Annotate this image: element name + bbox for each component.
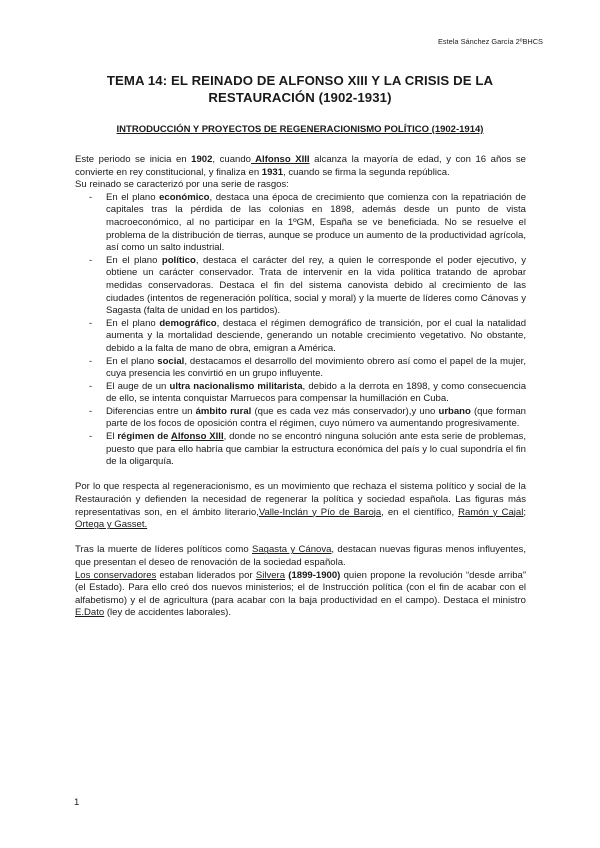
- list-item-social: - En el plano social, destacamos el desarrollo del movimiento obrero así como el papel de la mujer, cuya presencia les convirtió en un grupo influyente.: [75, 356, 526, 381]
- list-item-regimen: - El régimen de Alfonso XIII, donde no se encontró ninguna solución ante esta serie de problemas, puesto que para ello habría que cambiar la estructura económica del país y lo cual supondría el fin de la oligarquía.: [75, 431, 526, 469]
- document-body: [75, 154, 526, 620]
- intro-paragraph: Este periodo se inicia en 1902, cuando Alfonso XIII alcanza la mayoría de edad, y con 16 años se convierte en rey constitucional, y finaliza en 1931, cuando se firma la segunda república.: [75, 154, 526, 178]
- lideres-paragraph: Tras la muerte de líderes políticos como Sagasta y Cánova, destacan nuevas figuras menos influyentes, que presentan el deseo de renovación de la sociedad española.: [75, 544, 526, 568]
- conservadores-paragraph: Los conservadores estaban liderados por Silvera (1899-1900) quien propone la revolución “desde arriba” (el Estado). Para ello creó dos nuevos ministerios; el de Instrucción política (con el fin de acabar con el alfabetismo) y el de agricultura (para acabar con la baja productividad en el campo). Destaca el ministro E.Dato (ley de accidentes laborales).: [75, 569, 526, 619]
- list-item-politico: - En el plano político, destaca el carácter del rey, a quien le corresponde el poder ejecutivo, y obtiene un carácter conservador. Trata de intervenir en la vida política tratando de aprobar medidas conservadoras. Destaca el fin del sistema canovista debido al crecimiento de las ciudades (intentos de regeneración política, social y moral) y la muerte de líderes como Cánovas y Sagasta (falta de unidad en los partidos).: [75, 255, 526, 318]
- list-item-economico: - En el plano económico, destaca una época de crecimiento que comienza con la repatriación de capitales tras la pérdida de las colonias en 1898, además desde un punto de vista macroeconómico, al no participar en la 1ºGM, España se ve beneficiada. No se resuelve el problema de la distribución de tierras, aunque se produce un aumento de la productividad agrícola, así como un salto industrial.: [75, 192, 526, 255]
- rasgos-list: [75, 192, 526, 469]
- header-author: Estela Sánchez García 2ºBHCS: [438, 37, 543, 46]
- section-heading: INTRODUCCIÓN Y PROYECTOS DE REGENERACIONISMO POLÍTICO (1902-1914): [116, 124, 484, 135]
- regeneracionismo-paragraph: Por lo que respecta al regeneracionismo, es un movimiento que rechaza el sistema político y social de la Restauración y defienden la necesidad de regenerar la política y sociedad española. Las figuras más representativas son, en el ámbito literario,Valle-Inclán y Pío de Baroja, en el científico, Ramón y Cajal; Ortega y Gasset.: [75, 481, 527, 531]
- page-number: 1: [74, 797, 80, 808]
- document-title: TEMA 14: EL REINADO DE ALFONSO XIII Y LA CRISIS DE LA RESTAURACIÓN (1902-1931): [106, 73, 494, 105]
- rasgos-intro: Su reinado se caracterizó por una serie de rasgos:: [75, 179, 289, 191]
- list-item-rural: - Diferencias entre un ámbito rural (que es cada vez más conservador),y uno urbano (que forman parte de los focos de oposición contra el régimen, cuyo número va aumentando progresivamente.: [75, 406, 526, 431]
- list-item-demografico: - En el plano demográfico, destaca el régimen demográfico de transición, por el cual la natalidad aumenta y la mortalidad desciende, generando un notable crecimiento vegetativo. No obstante, debido a la falta de mano de obra, emigran a América.: [75, 318, 526, 356]
- list-item-nacionalismo: - El auge de un ultra nacionalismo militarista, debido a la derrota en 1898, y como consecuencia de ello, se intenta conquistar Marruecos para compensar la humillación en Cuba.: [75, 381, 526, 406]
